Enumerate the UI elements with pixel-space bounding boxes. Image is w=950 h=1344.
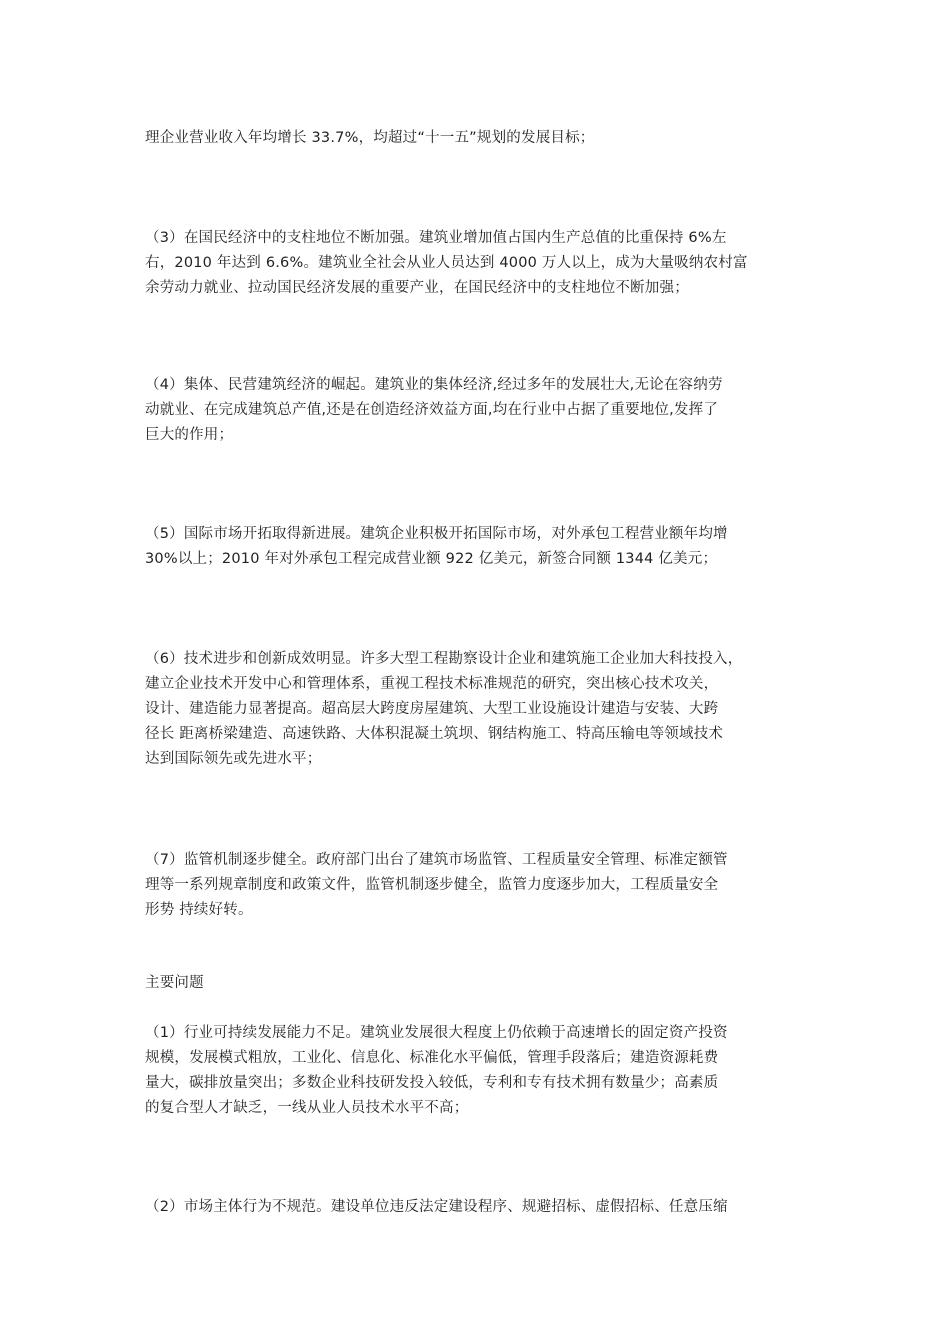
- paragraph-item-5: [145, 522, 825, 572]
- paragraph-intro-continuation: [145, 126, 825, 151]
- heading-text: 主要问题: [145, 975, 204, 991]
- text-line: 规模，发展模式粗放，工业化、信息化、标准化水平偏低，管理手段落后；建造资源耗费: [145, 1050, 719, 1066]
- text-line: （6）技术进步和创新成效明显。许多大型工程勘察设计企业和建筑施工企业加大科技投入，: [145, 651, 743, 667]
- text-line: （4）集体、民营建筑经济的崛起。建筑业的集体经济,经过多年的发展壮大,无论在容纳劳: [145, 377, 723, 393]
- text-line: 形势 持续好转。: [145, 902, 253, 918]
- text-line: 右，2010 年达到 6.6%。建筑业全社会从业人员达到 4000 万人以上，成为大量吸纳农村富: [145, 255, 748, 271]
- section-heading: [145, 971, 825, 996]
- text-line: （7）监管机制逐步健全。政府部门出台了建筑市场监管、工程质量安全管理、标准定额管: [145, 852, 728, 868]
- paragraph-item-3: [145, 226, 825, 301]
- text-line: 建立企业技术开发中心和管理体系，重视工程技术标准规范的研究，突出核心技术攻关，: [145, 676, 719, 692]
- text-line: 动就业、在完成建筑总产值,还是在创造经济效益方面,均在行业中占据了重要地位,发挥了: [145, 402, 719, 418]
- text-line: （1）行业可持续发展能力不足。建筑业发展很大程度上仍依赖于高速增长的固定资产投资: [145, 1025, 728, 1041]
- text-line: 巨大的作用；: [145, 427, 234, 443]
- text-line: 达到国际领先或先进水平；: [145, 751, 322, 767]
- paragraph-problem-1: [145, 1021, 825, 1121]
- text-line: 理等一系列规章制度和政策文件，监管机制逐步健全，监管力度逐步加大，工程质量安全: [145, 877, 719, 893]
- text-line: 余劳动力就业、拉动国民经济发展的重要产业，在国民经济中的支柱地位不断加强；: [145, 280, 689, 296]
- text-line: 的复合型人才缺乏，一线从业人员技术水平不高；: [145, 1100, 469, 1116]
- text-line: 量大，碳排放量突出；多数企业科技研发投入较低，专利和专有技术拥有数量少；高素质: [145, 1075, 719, 1091]
- paragraph-problem-2: [145, 1195, 825, 1220]
- text-line: 30%以上；2010 年对外承包工程完成营业额 922 亿美元，新签合同额 1344 亿美元；: [145, 551, 718, 567]
- paragraph-item-4: [145, 373, 825, 448]
- text-line: 设计、建造能力显著提高。超高层大跨度房屋建筑、大型工业设施设计建造与安装、大跨: [145, 701, 719, 717]
- text-line: （3）在国民经济中的支柱地位不断加强。建筑业增加值占国内生产总值的比重保持 6%左: [145, 230, 727, 246]
- text-line: （5）国际市场开拓取得新进展。建筑企业积极开拓国际市场，对外承包工程营业额年均增: [145, 526, 728, 542]
- text-line: 径长 距离桥梁建造、高速铁路、大体积混凝土筑坝、钢结构施工、特高压输电等领域技术: [145, 726, 724, 742]
- text-line: （2）市场主体行为不规范。建设单位违反法定建设程序、规避招标、虚假招标、任意压缩: [145, 1199, 728, 1215]
- paragraph-item-6: [145, 647, 825, 772]
- paragraph-item-7: [145, 848, 825, 923]
- text-line: 理企业营业收入年均增长 33.7%，均超过“十一五”规划的发展目标；: [145, 130, 595, 146]
